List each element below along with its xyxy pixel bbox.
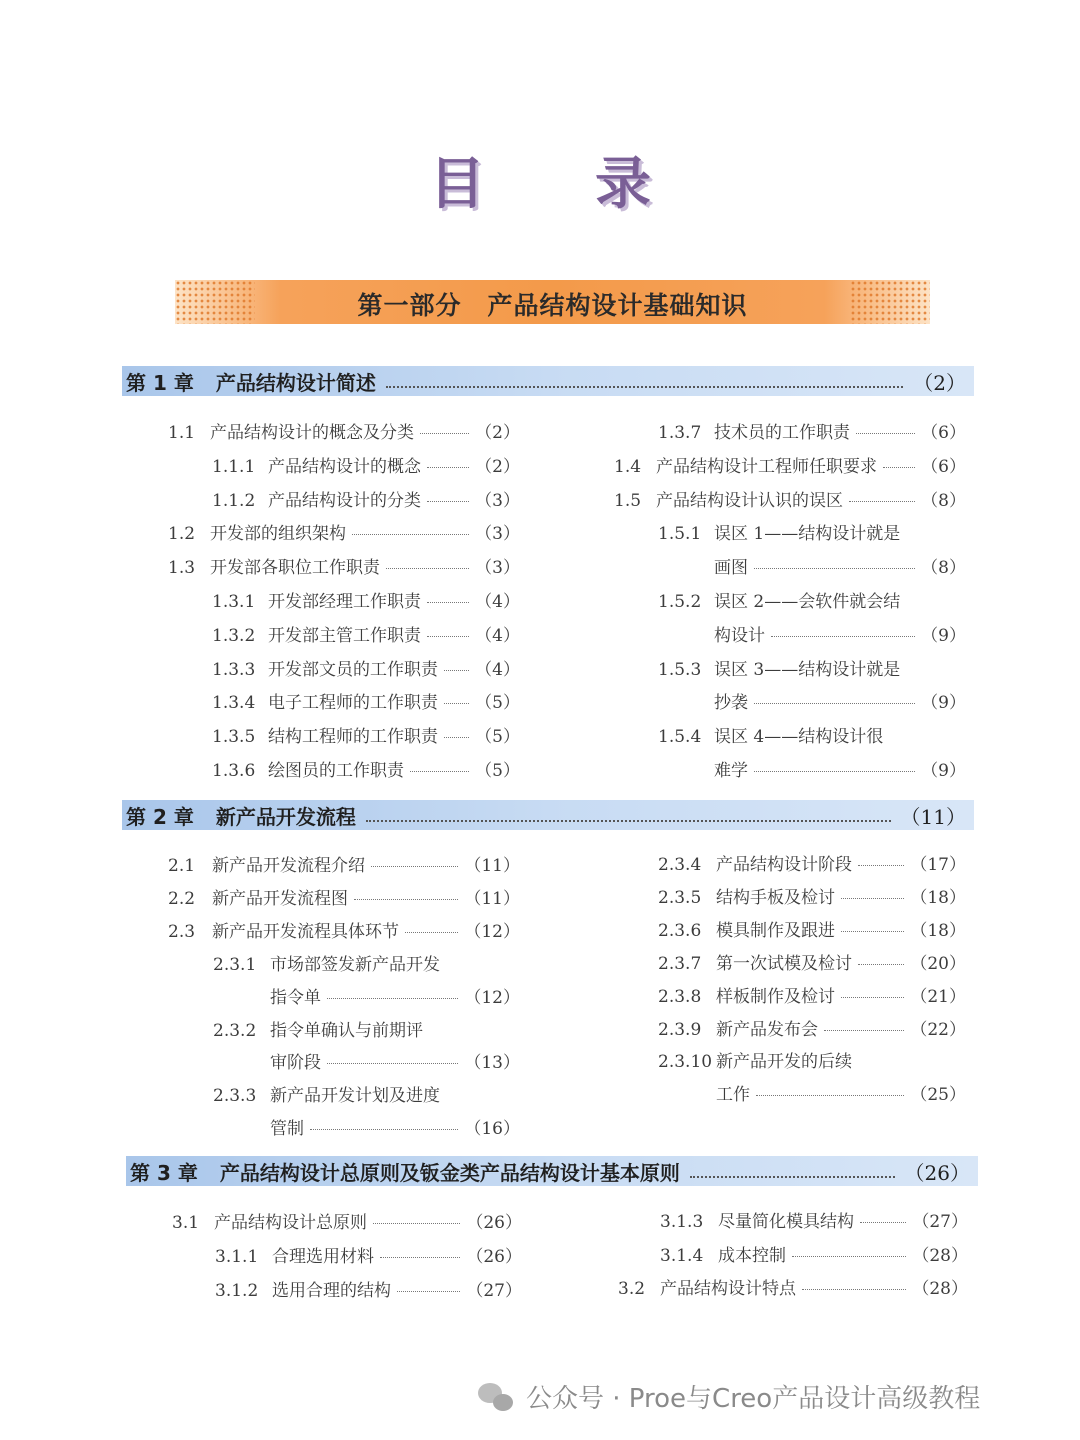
section-title-continued: 构设计 <box>714 625 765 646</box>
dot-leader <box>410 771 469 772</box>
section-number: 2.3.3 <box>213 1086 257 1107</box>
section-number: 1.3.5 <box>212 727 256 748</box>
section-number: 1.5 <box>614 490 642 511</box>
toc-entry[interactable] <box>168 558 520 578</box>
dot-leader <box>792 1256 906 1257</box>
section-title: 误区 3——结构设计就是 <box>714 659 901 680</box>
dot-leader <box>883 467 915 468</box>
page-title: 目录 <box>429 152 761 217</box>
chapter-number: 第 2 章 <box>126 804 194 829</box>
section-title: 市场部签发新产品开发 <box>270 954 440 975</box>
section-number: 2.3.7 <box>658 953 702 974</box>
dot-leader <box>756 1095 904 1096</box>
toc-entry[interactable] <box>658 592 900 612</box>
chapter-heading[interactable] <box>122 800 974 830</box>
page-number: （28） <box>912 1279 968 1300</box>
toc-entry[interactable] <box>212 626 520 646</box>
section-title: 产品结构设计特点 <box>660 1279 796 1300</box>
toc-entry-continuation[interactable] <box>270 1119 520 1139</box>
page-number: （8） <box>921 490 966 511</box>
section-number: 2.3.2 <box>213 1020 257 1041</box>
section-title: 产品结构设计认识的误区 <box>656 490 843 511</box>
page-number: （3） <box>475 558 520 579</box>
section-title: 开发部的组织架构 <box>210 524 346 545</box>
dot-leader <box>420 433 469 434</box>
section-number: 2.3.10 <box>658 1052 713 1073</box>
toc-entry[interactable] <box>212 491 520 511</box>
section-number: 1.3.2 <box>212 625 256 646</box>
toc-entry[interactable] <box>660 1246 968 1266</box>
page-number: （3） <box>475 524 520 545</box>
section-title: 结构手板及检讨 <box>716 887 835 908</box>
page-number: （9） <box>921 693 966 714</box>
page-number: （11） <box>900 804 966 829</box>
toc-entry-continuation[interactable] <box>270 1053 520 1073</box>
section-number: 1.3.4 <box>212 693 256 714</box>
section-title: 第一次试模及检讨 <box>716 953 852 974</box>
section-number: 2.3 <box>168 921 196 942</box>
section-title: 新产品发布会 <box>716 1019 818 1040</box>
dot-leader <box>373 1223 460 1224</box>
dot-leader <box>754 771 915 772</box>
toc-entry[interactable] <box>658 727 883 747</box>
toc-entry[interactable] <box>215 1281 522 1301</box>
watermark-footer <box>478 1378 980 1415</box>
section-title-continued: 画图 <box>714 558 748 579</box>
toc-entry[interactable] <box>658 1052 852 1072</box>
toc-entry[interactable] <box>614 457 966 477</box>
section-title: 产品结构设计总原则 <box>214 1213 367 1233</box>
toc-entry[interactable] <box>213 1086 440 1106</box>
section-number: 1.1.2 <box>212 490 256 511</box>
section-number: 1.3.6 <box>212 761 256 781</box>
page-number: （3） <box>475 490 520 511</box>
section-title: 新产品开发流程图 <box>212 888 348 909</box>
chapter-heading[interactable] <box>126 1156 978 1186</box>
dot-leader <box>690 1164 895 1178</box>
section-number: 1.1.1 <box>212 456 256 477</box>
section-number: 1.3 <box>168 558 196 579</box>
section-number: 1.1 <box>168 423 196 443</box>
page-number: （18） <box>910 920 966 941</box>
section-title: 开发部经理工作职责 <box>268 592 421 612</box>
toc-entry[interactable] <box>658 660 900 680</box>
section-title: 产品结构设计工程师任职要求 <box>656 456 877 477</box>
section-title: 选用合理的结构 <box>272 1281 391 1301</box>
dot-leader <box>397 1291 460 1292</box>
page-number: （20） <box>910 953 966 974</box>
page-number: （26） <box>466 1213 522 1233</box>
toc-entry[interactable] <box>658 888 966 908</box>
dot-leader <box>754 703 915 704</box>
page-number: （6） <box>921 456 966 477</box>
page-number: （21） <box>910 986 966 1007</box>
dot-leader <box>444 737 469 738</box>
dot-leader <box>444 703 469 704</box>
section-number: 3.1.3 <box>660 1212 704 1232</box>
dot-leader <box>841 931 904 932</box>
page-number: （18） <box>910 887 966 908</box>
dot-leader <box>327 1063 458 1064</box>
section-title: 开发部主管工作职责 <box>268 625 421 646</box>
section-title: 产品结构设计阶段 <box>716 855 852 875</box>
dot-leader <box>841 898 904 899</box>
toc-entry[interactable] <box>658 524 900 544</box>
toc-entry-continuation[interactable] <box>270 988 520 1008</box>
section-title-continued: 难学 <box>714 761 748 781</box>
section-number: 1.3.1 <box>212 592 256 612</box>
dot-leader <box>366 808 891 822</box>
section-number: 1.4 <box>614 456 642 477</box>
section-number: 2.3.1 <box>213 954 257 975</box>
toc-entry[interactable] <box>168 856 520 876</box>
dot-leader <box>386 568 469 569</box>
dot-leader <box>771 636 915 637</box>
section-title-continued: 抄袭 <box>714 693 748 714</box>
toc-entry-continuation[interactable] <box>714 558 966 578</box>
page-number: （22） <box>910 1019 966 1040</box>
page-number: （5） <box>475 693 520 714</box>
footer-text: 公众号 · Proe与Creo产品设计高级教程 <box>526 1384 981 1414</box>
dot-leader <box>824 1030 904 1031</box>
section-number: 1.2 <box>168 524 196 545</box>
section-number: 3.1 <box>172 1213 200 1233</box>
dot-leader <box>386 374 903 388</box>
chapter-heading[interactable] <box>122 366 974 396</box>
dot-leader <box>427 467 469 468</box>
part-banner <box>175 280 930 324</box>
section-number: 2.1 <box>168 856 196 876</box>
dot-leader <box>371 866 458 867</box>
dot-leader <box>849 501 915 502</box>
chapter-title: 新产品开发流程 <box>215 804 356 829</box>
page-number: （12） <box>464 987 520 1008</box>
dot-leader <box>427 636 469 637</box>
dot-leader <box>856 433 915 434</box>
section-number: 3.1.1 <box>215 1247 259 1267</box>
section-number: 1.5.2 <box>658 592 702 612</box>
section-title: 新产品开发流程介绍 <box>212 856 365 876</box>
toc-entry-continuation[interactable] <box>714 693 966 713</box>
toc-entry[interactable] <box>658 1020 966 1040</box>
dot-leader <box>754 568 915 569</box>
toc-entry[interactable] <box>658 423 966 443</box>
toc-entry-continuation[interactable] <box>714 626 966 646</box>
section-title: 新产品开发的后续 <box>716 1052 852 1073</box>
section-title-continued: 管制 <box>270 1119 304 1140</box>
section-title: 尽量简化模具结构 <box>718 1212 854 1232</box>
dot-leader <box>427 501 469 502</box>
page-number: （13） <box>464 1053 520 1074</box>
toc-entry[interactable] <box>658 921 966 941</box>
dot-leader <box>310 1129 458 1130</box>
toc-entry-continuation[interactable] <box>714 761 966 781</box>
page-number: （4） <box>475 625 520 646</box>
page-number: （26） <box>466 1247 522 1267</box>
section-title: 模具制作及跟进 <box>716 920 835 941</box>
dot-leader <box>427 602 469 603</box>
section-number: 2.3.6 <box>658 920 702 941</box>
section-title: 样板制作及检讨 <box>716 986 835 1007</box>
section-title: 指令单确认与前期评 <box>270 1020 423 1041</box>
toc-entry[interactable] <box>168 524 520 544</box>
section-title: 结构工程师的工作职责 <box>268 727 438 748</box>
section-title: 误区 2——会软件就会结 <box>714 592 901 612</box>
section-number: 2.3.4 <box>658 855 702 875</box>
toc-entry[interactable] <box>213 955 440 975</box>
section-title-continued: 工作 <box>716 1085 750 1106</box>
section-number: 1.3.3 <box>212 659 256 680</box>
toc-entry[interactable] <box>212 660 520 680</box>
section-title: 绘图员的工作职责 <box>268 761 404 781</box>
toc-entry[interactable] <box>168 423 520 443</box>
section-title: 误区 1——结构设计就是 <box>714 524 901 545</box>
wechat-icon <box>478 1381 516 1413</box>
page-number: （27） <box>466 1281 522 1301</box>
chapter-title: 产品结构设计总原则及钣金类产品结构设计基本原则 <box>219 1160 680 1185</box>
toc-entry-continuation[interactable] <box>716 1085 966 1105</box>
page-number: （27） <box>912 1212 968 1232</box>
toc-entry[interactable] <box>212 727 520 747</box>
section-title: 新产品开发计划及进度 <box>270 1086 440 1107</box>
page-number: （11） <box>464 856 520 876</box>
dot-leader <box>858 964 904 965</box>
page-number: （28） <box>912 1245 968 1266</box>
section-number: 2.3.9 <box>658 1019 702 1040</box>
section-number: 1.5.4 <box>658 727 702 748</box>
page-number: （2） <box>475 423 520 443</box>
section-number: 1.3.7 <box>658 423 702 443</box>
section-title: 开发部各职位工作职责 <box>210 558 380 579</box>
section-title: 成本控制 <box>718 1245 786 1266</box>
section-number: 1.5.3 <box>658 659 702 680</box>
page-number: （2） <box>475 456 520 477</box>
section-number: 2.2 <box>168 888 196 909</box>
chapter-number: 第 1 章 <box>126 370 194 395</box>
toc-entry[interactable] <box>212 693 520 713</box>
section-title: 合理选用材料 <box>272 1247 374 1267</box>
section-title-continued: 指令单 <box>270 987 321 1008</box>
toc-entry[interactable] <box>614 491 966 511</box>
section-title: 产品结构设计的概念 <box>268 456 421 477</box>
page-number: （6） <box>921 423 966 443</box>
toc-entry[interactable] <box>212 457 520 477</box>
toc-entry[interactable] <box>212 761 520 781</box>
section-title: 电子工程师的工作职责 <box>268 693 438 714</box>
page-number: （9） <box>921 761 966 781</box>
part-title: 第一部分 产品结构设计基础知识 <box>357 291 748 320</box>
page-number: （11） <box>464 888 520 909</box>
toc-entry[interactable] <box>212 592 520 612</box>
dot-leader <box>380 1257 460 1258</box>
toc-entry[interactable] <box>660 1212 968 1232</box>
toc-entry[interactable] <box>658 954 966 974</box>
toc-entry[interactable] <box>658 855 966 875</box>
section-number: 2.3.5 <box>658 887 702 908</box>
dot-leader <box>354 899 458 900</box>
dot-leader <box>841 997 904 998</box>
page-number: （17） <box>910 855 966 875</box>
section-title: 技术员的工作职责 <box>714 423 850 443</box>
toc-entry[interactable] <box>172 1213 522 1233</box>
page-number: （5） <box>475 761 520 781</box>
toc-entry[interactable] <box>215 1247 522 1267</box>
dot-leader <box>858 865 904 866</box>
page-number: （4） <box>475 592 520 612</box>
toc-entry[interactable] <box>213 1021 423 1041</box>
section-title: 产品结构设计的概念及分类 <box>210 423 414 443</box>
section-number: 1.5.1 <box>658 524 702 545</box>
section-title: 产品结构设计的分类 <box>268 490 421 511</box>
dot-leader <box>327 998 458 999</box>
page-number: （9） <box>921 625 966 646</box>
section-number: 2.3.8 <box>658 986 702 1007</box>
dot-leader <box>405 932 458 933</box>
toc-entry[interactable] <box>168 922 520 942</box>
dot-leader <box>860 1222 906 1223</box>
section-title-continued: 审阶段 <box>270 1053 321 1074</box>
page-number: （25） <box>910 1085 966 1106</box>
toc-entry[interactable] <box>168 889 520 909</box>
dot-leader <box>802 1289 906 1290</box>
section-title: 误区 4——结构设计很 <box>714 727 884 748</box>
page-number: （4） <box>475 659 520 680</box>
dot-leader <box>352 534 469 535</box>
section-title: 开发部文员的工作职责 <box>268 659 438 680</box>
section-number: 3.1.4 <box>660 1245 704 1266</box>
chapter-title: 产品结构设计简述 <box>215 370 376 395</box>
dot-leader <box>444 670 469 671</box>
toc-entry[interactable] <box>658 987 966 1007</box>
page-number: （5） <box>475 727 520 748</box>
section-title: 新产品开发流程具体环节 <box>212 921 399 942</box>
page-number: （8） <box>921 558 966 579</box>
page-number: （12） <box>464 921 520 942</box>
section-number: 3.2 <box>618 1279 646 1300</box>
toc-entry[interactable] <box>618 1279 968 1299</box>
chapter-number: 第 3 章 <box>130 1160 198 1185</box>
page-number: （26） <box>904 1160 970 1185</box>
page-number: （2） <box>913 370 966 395</box>
page-number: （16） <box>464 1119 520 1140</box>
section-number: 3.1.2 <box>215 1281 259 1301</box>
